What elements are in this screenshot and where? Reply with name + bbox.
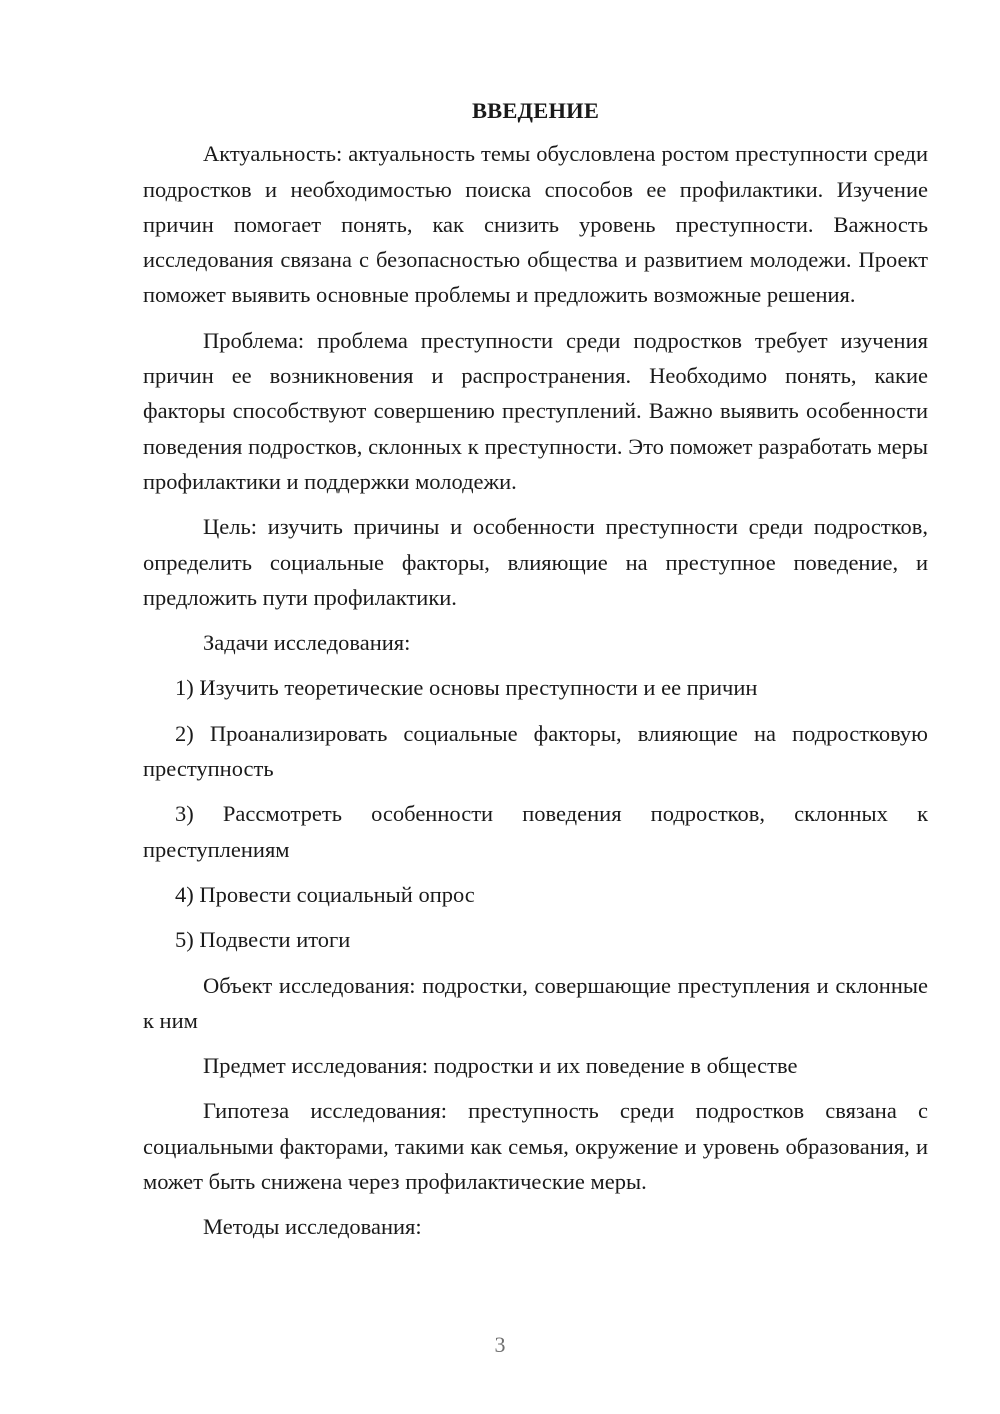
page-title: ВВЕДЕНИЕ	[471, 98, 600, 123]
problem-paragraph: Проблема: проблема преступности среди подростков требует изучения причин ее возникновения и распространения. Необходимо понять, какие факторы способствуют совершению преступлений. Важно выявить особенности поведения подростков, склонных к преступности. Это поможет разработать меры профилактики и поддержки молодежи.	[143, 327, 928, 494]
goal-paragraph: Цель: изучить причины и особенности преступности среди подростков, определить социальные факторы, влияющие на преступное поведение, и предложить пути профилактики.	[143, 514, 928, 610]
page-content	[143, 93, 928, 1255]
task-item-2: 2) Проанализировать социальные факторы, влияющие на подростковую преступность	[143, 720, 928, 782]
methods-heading: Методы исследования:	[203, 1214, 422, 1240]
task-item-1: 1) Изучить теоретические основы преступности и ее причин	[175, 675, 758, 701]
page-number: 3	[494, 1332, 506, 1357]
subject-paragraph: Предмет исследования: подростки и их поведение в обществе	[203, 1053, 798, 1079]
task-item-3: 3) Рассмотреть особенности поведения подростков, склонных к преступлениям	[143, 801, 928, 862]
object-paragraph: Объект исследования: подростки, совершающие преступления и склонные к ним	[143, 972, 928, 1033]
task-item-5: 5) Подвести итоги	[175, 927, 351, 953]
task-item-4: 4) Провести социальный опрос	[175, 881, 475, 907]
relevance-paragraph: Актуальность: актуальность темы обусловлена ростом преступности среди подростков и необходимостью поиска способов ее профилактики. Изучение причин помогает понять, как снизить уровень преступности. Важность исследования связана с безопасностью общества и развитием молодежи. Проект поможет выявить основные проблемы и предложить возможные решения.	[143, 141, 928, 308]
tasks-heading: Задачи исследования:	[203, 630, 411, 656]
hypothesis-paragraph: Гипотеза исследования: преступность среди подростков связана с социальными факторами, такими как семья, окружение и уровень образования, и может быть снижена через профилактические меры.	[143, 1098, 928, 1195]
